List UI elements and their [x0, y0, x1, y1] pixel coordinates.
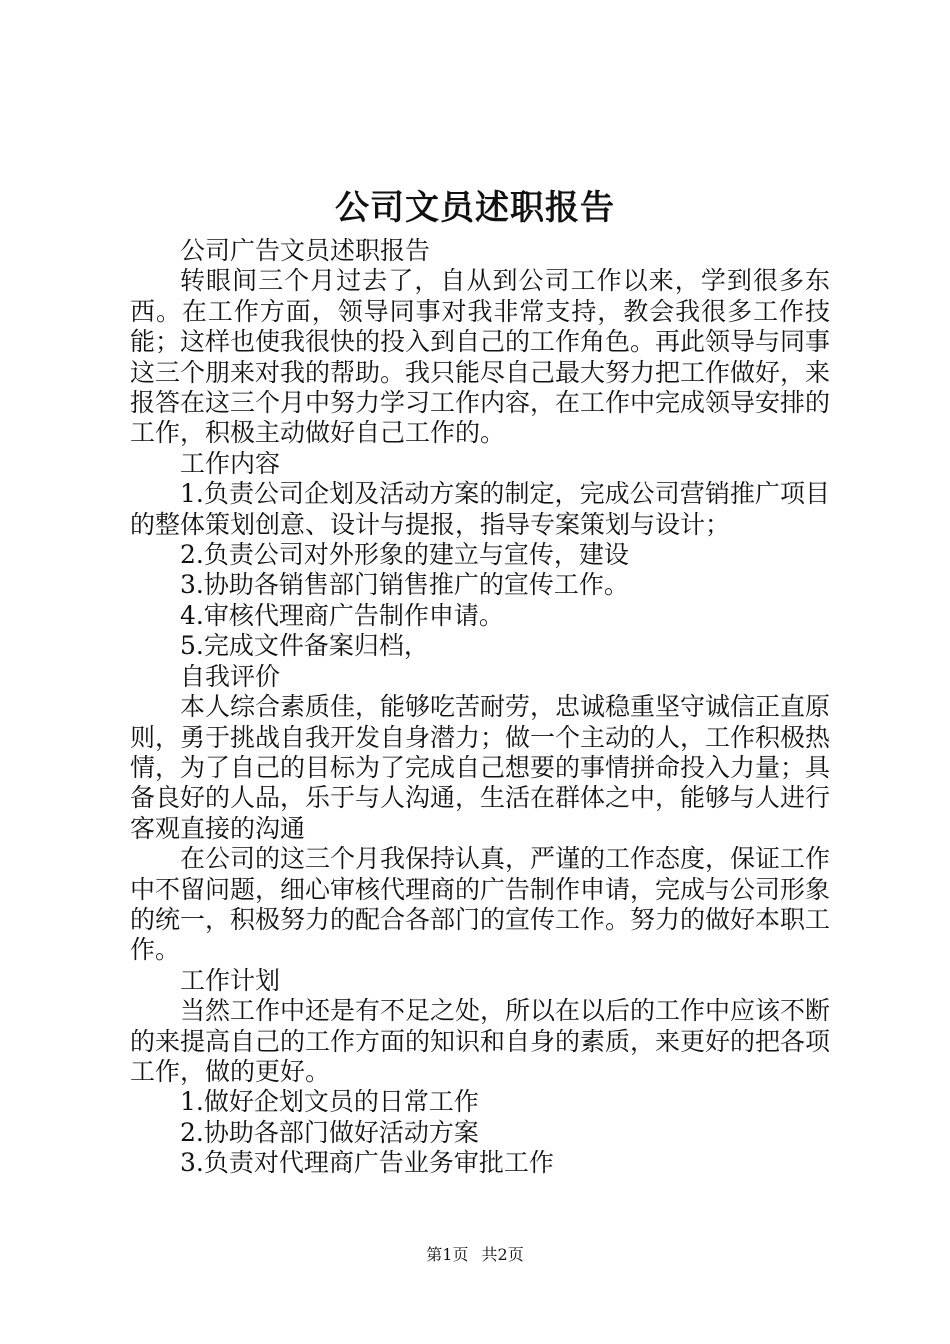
self-evaluation-paragraph: 本人综合素质佳，能够吃苦耐劳，忠诚稳重坚守诚信正直原则，勇于挑战自我开发自身潜力；做一个主动的人，工作积极热情，为了自己的目标为了完成自己想要的事情拼命投入力量；具备良好的人品，乐于与人沟通，生活在群体之中，能够与人进行客观直接的沟通: [130, 692, 831, 843]
page-number: 第1页: [426, 1245, 469, 1264]
work-content-item-2: 2.负责公司对外形象的建立与宣传，建设: [180, 540, 629, 570]
work-plan-item-2: 2.协助各部门做好活动方案: [180, 1117, 479, 1147]
section-heading-work-content: 工作内容: [180, 448, 281, 478]
work-attitude-paragraph: 在公司的这三个月我保持认真，严谨的工作态度，保证工作中不留问题，细心审核代理商的广告制作申请，完成与公司形象的统一，积极努力的配合各部门的宣传工作。努力的做好本职工作。: [130, 844, 831, 965]
work-plan-item-3: 3.负责对代理商广告业务审批工作: [180, 1148, 554, 1178]
work-content-item-3: 3.协助各销售部门销售推广的宣传工作。: [180, 570, 629, 600]
document-title: 公司文员述职报告: [335, 188, 615, 228]
page-total: 共2页: [481, 1245, 524, 1264]
work-content-item-4: 4.审核代理商广告制作申请。: [180, 600, 504, 630]
page-footer: [0, 1244, 950, 1266]
document-body: [130, 236, 830, 1179]
work-plan-paragraph: 当然工作中还是有不足之处，所以在以后的工作中应该不断的来提高自己的工作方面的知识和自身的素质，来更好的把各项工作，做的更好。: [130, 996, 831, 1086]
intro-paragraph: 转眼间三个月过去了，自从到公司工作以来，学到很多东西。在工作方面，领导同事对我非常支持，教会我很多工作技能；这样也使我很快的投入到自己的工作角色。再此领导与同事这三个朋来对我的帮助。我只能尽自己最大努力把工作做好，来报答在这三个月中努力学习工作内容，在工作中完成领导安排的工作，积极主动做好自己工作的。: [130, 266, 831, 448]
work-plan-item-1: 1.做好企划文员的日常工作: [180, 1087, 479, 1117]
work-content-item-1: 1.负责公司企划及活动方案的制定，完成公司营销推广项目的整体策划创意、设计与提报，指导专案策划与设计；: [130, 479, 830, 539]
section-heading-self-evaluation: 自我评价: [180, 661, 281, 691]
section-heading-work-plan: 工作计划: [180, 965, 281, 995]
subtitle-paragraph: 公司广告文员述职报告: [180, 236, 431, 265]
work-content-item-5: 5.完成文件备案归档，: [180, 631, 429, 661]
